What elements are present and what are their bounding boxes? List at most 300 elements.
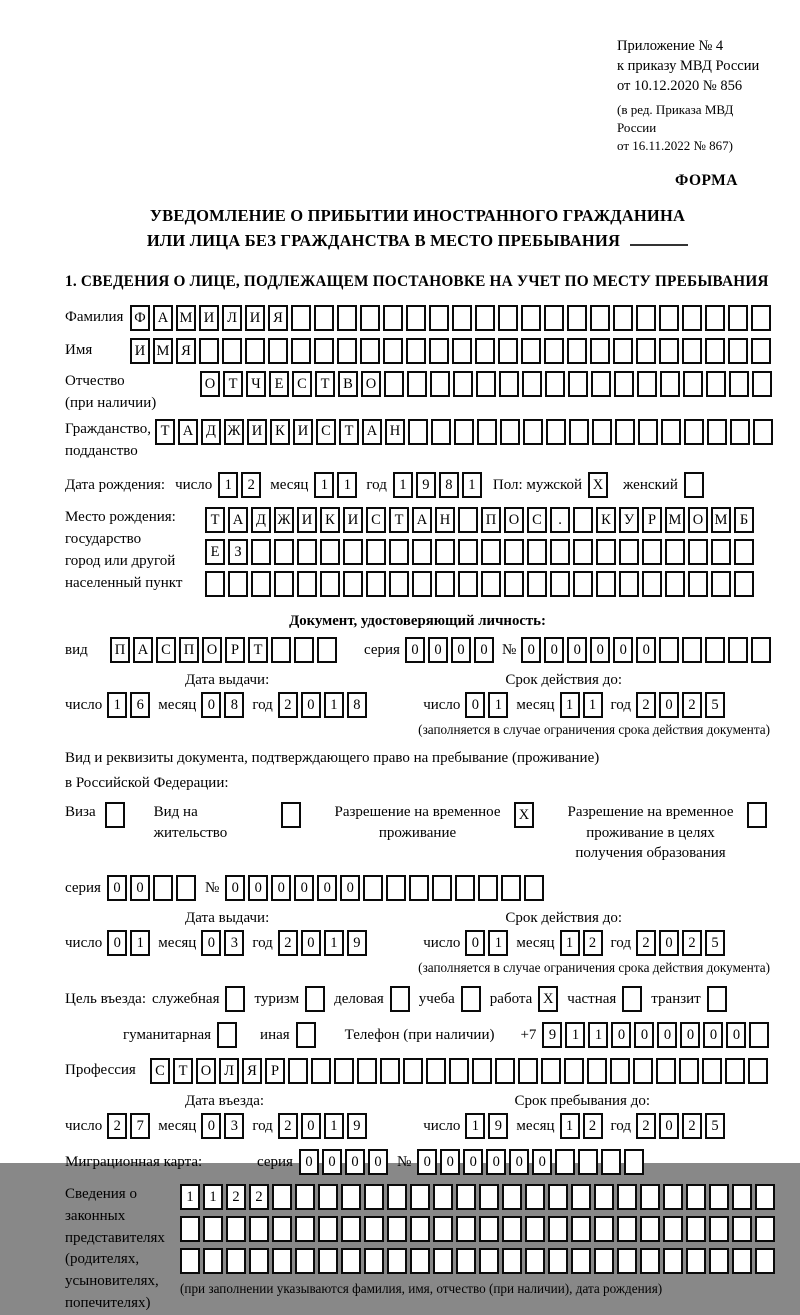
char-cell[interactable] <box>458 571 478 597</box>
char-cell[interactable] <box>524 875 544 901</box>
char-cell[interactable] <box>320 539 340 565</box>
char-cell[interactable] <box>383 305 403 331</box>
char-cell[interactable] <box>548 1248 568 1274</box>
char-cell[interactable]: 0 <box>659 930 679 956</box>
char-cell[interactable] <box>406 305 426 331</box>
char-cell[interactable] <box>360 338 380 364</box>
char-cell[interactable] <box>452 338 472 364</box>
char-cell[interactable]: С <box>366 507 386 533</box>
char-cell[interactable] <box>567 338 587 364</box>
char-cell[interactable] <box>429 305 449 331</box>
char-cell[interactable]: Р <box>642 507 662 533</box>
char-cell[interactable]: 2 <box>636 692 656 718</box>
char-cell[interactable]: 2 <box>682 692 702 718</box>
char-cell[interactable] <box>573 571 593 597</box>
char-cell[interactable] <box>432 875 452 901</box>
char-cell[interactable]: П <box>481 507 501 533</box>
char-cell[interactable] <box>318 1216 338 1242</box>
char-cell[interactable] <box>225 986 245 1012</box>
char-cell[interactable] <box>380 1058 400 1084</box>
char-cell[interactable] <box>594 1216 614 1242</box>
char-cell[interactable]: Т <box>248 637 268 663</box>
char-cell[interactable] <box>296 1022 316 1048</box>
char-cell[interactable] <box>429 338 449 364</box>
char-cell[interactable] <box>502 1216 522 1242</box>
char-cell[interactable] <box>525 1184 545 1210</box>
char-cell[interactable] <box>711 571 731 597</box>
char-cell[interactable]: 8 <box>439 472 459 498</box>
char-cell[interactable] <box>295 1216 315 1242</box>
char-cell[interactable]: Я <box>268 305 288 331</box>
char-cell[interactable]: 1 <box>130 930 150 956</box>
char-cell[interactable] <box>755 1184 775 1210</box>
char-cell[interactable] <box>456 1248 476 1274</box>
char-cell[interactable] <box>502 1248 522 1274</box>
char-cell[interactable]: Л <box>219 1058 239 1084</box>
char-cell[interactable] <box>636 338 656 364</box>
char-cell[interactable] <box>640 1216 660 1242</box>
char-cell[interactable]: 1 <box>393 472 413 498</box>
char-cell[interactable] <box>571 1248 591 1274</box>
char-cell[interactable]: 1 <box>588 1022 608 1048</box>
char-cell[interactable] <box>596 571 616 597</box>
char-cell[interactable] <box>291 338 311 364</box>
char-cell[interactable]: М <box>665 507 685 533</box>
char-cell[interactable]: Т <box>389 507 409 533</box>
char-cell[interactable] <box>430 371 450 397</box>
char-cell[interactable] <box>363 875 383 901</box>
char-cell[interactable] <box>747 802 767 828</box>
char-cell[interactable] <box>732 1184 752 1210</box>
char-cell[interactable]: М <box>711 507 731 533</box>
char-cell[interactable]: 1 <box>107 692 127 718</box>
char-cell[interactable] <box>386 875 406 901</box>
char-cell[interactable] <box>663 1216 683 1242</box>
char-cell[interactable]: X <box>538 986 558 1012</box>
char-cell[interactable]: X <box>588 472 608 498</box>
char-cell[interactable]: 2 <box>249 1184 269 1210</box>
char-cell[interactable]: И <box>297 507 317 533</box>
char-cell[interactable]: 0 <box>440 1149 460 1175</box>
char-cell[interactable] <box>433 1184 453 1210</box>
char-cell[interactable] <box>341 1184 361 1210</box>
char-cell[interactable]: 0 <box>317 875 337 901</box>
char-cell[interactable]: 1 <box>180 1184 200 1210</box>
char-cell[interactable] <box>753 419 773 445</box>
char-cell[interactable]: 0 <box>657 1022 677 1048</box>
char-cell[interactable] <box>751 338 771 364</box>
char-cell[interactable] <box>748 1058 768 1084</box>
char-cell[interactable]: 0 <box>405 637 425 663</box>
char-cell[interactable] <box>640 1184 660 1210</box>
char-cell[interactable] <box>660 371 680 397</box>
char-cell[interactable]: 1 <box>488 930 508 956</box>
char-cell[interactable]: 1 <box>324 692 344 718</box>
char-cell[interactable]: А <box>133 637 153 663</box>
char-cell[interactable] <box>364 1216 384 1242</box>
char-cell[interactable]: Д <box>201 419 221 445</box>
char-cell[interactable]: Р <box>265 1058 285 1084</box>
char-cell[interactable] <box>433 1216 453 1242</box>
char-cell[interactable]: О <box>688 507 708 533</box>
char-cell[interactable]: 1 <box>465 1113 485 1139</box>
char-cell[interactable] <box>550 571 570 597</box>
char-cell[interactable] <box>596 539 616 565</box>
char-cell[interactable]: . <box>550 507 570 533</box>
char-cell[interactable] <box>705 338 725 364</box>
char-cell[interactable] <box>403 1058 423 1084</box>
char-cell[interactable] <box>663 1248 683 1274</box>
char-cell[interactable] <box>752 371 772 397</box>
char-cell[interactable] <box>387 1248 407 1274</box>
char-cell[interactable]: 0 <box>532 1149 552 1175</box>
char-cell[interactable]: С <box>156 637 176 663</box>
char-cell[interactable] <box>610 1058 630 1084</box>
char-cell[interactable]: 0 <box>201 1113 221 1139</box>
char-cell[interactable]: З <box>228 539 248 565</box>
char-cell[interactable] <box>527 571 547 597</box>
char-cell[interactable] <box>366 571 386 597</box>
char-cell[interactable]: К <box>320 507 340 533</box>
char-cell[interactable]: Т <box>223 371 243 397</box>
char-cell[interactable] <box>249 1248 269 1274</box>
char-cell[interactable]: 0 <box>201 692 221 718</box>
char-cell[interactable] <box>435 571 455 597</box>
char-cell[interactable] <box>452 305 472 331</box>
char-cell[interactable] <box>541 1058 561 1084</box>
char-cell[interactable]: Я <box>242 1058 262 1084</box>
char-cell[interactable] <box>291 305 311 331</box>
char-cell[interactable] <box>504 571 524 597</box>
char-cell[interactable] <box>454 419 474 445</box>
char-cell[interactable] <box>433 1248 453 1274</box>
char-cell[interactable] <box>251 539 271 565</box>
char-cell[interactable] <box>366 539 386 565</box>
char-cell[interactable] <box>638 419 658 445</box>
char-cell[interactable] <box>387 1184 407 1210</box>
char-cell[interactable] <box>590 338 610 364</box>
char-cell[interactable] <box>636 305 656 331</box>
char-cell[interactable]: А <box>178 419 198 445</box>
char-cell[interactable] <box>592 419 612 445</box>
char-cell[interactable]: Я <box>176 338 196 364</box>
char-cell[interactable] <box>337 305 357 331</box>
char-cell[interactable] <box>688 539 708 565</box>
char-cell[interactable] <box>504 539 524 565</box>
char-cell[interactable]: 0 <box>428 637 448 663</box>
char-cell[interactable] <box>475 305 495 331</box>
char-cell[interactable]: 0 <box>107 875 127 901</box>
char-cell[interactable]: 0 <box>474 637 494 663</box>
char-cell[interactable] <box>412 539 432 565</box>
char-cell[interactable] <box>180 1216 200 1242</box>
char-cell[interactable]: 0 <box>322 1149 342 1175</box>
char-cell[interactable] <box>343 571 363 597</box>
char-cell[interactable]: 0 <box>544 637 564 663</box>
char-cell[interactable] <box>725 1058 745 1084</box>
char-cell[interactable] <box>709 1184 729 1210</box>
char-cell[interactable] <box>734 539 754 565</box>
char-cell[interactable] <box>633 1058 653 1084</box>
char-cell[interactable] <box>153 875 173 901</box>
char-cell[interactable] <box>337 338 357 364</box>
char-cell[interactable]: О <box>200 371 220 397</box>
char-cell[interactable]: 1 <box>560 692 580 718</box>
char-cell[interactable] <box>341 1216 361 1242</box>
char-cell[interactable] <box>656 1058 676 1084</box>
char-cell[interactable]: 9 <box>542 1022 562 1048</box>
char-cell[interactable]: 0 <box>465 692 485 718</box>
char-cell[interactable] <box>499 371 519 397</box>
char-cell[interactable]: И <box>247 419 267 445</box>
char-cell[interactable] <box>295 1248 315 1274</box>
char-cell[interactable] <box>637 371 657 397</box>
char-cell[interactable] <box>390 986 410 1012</box>
char-cell[interactable] <box>568 371 588 397</box>
char-cell[interactable] <box>410 1184 430 1210</box>
char-cell[interactable] <box>495 1058 515 1084</box>
char-cell[interactable] <box>314 305 334 331</box>
char-cell[interactable]: 2 <box>241 472 261 498</box>
char-cell[interactable]: О <box>504 507 524 533</box>
char-cell[interactable] <box>314 338 334 364</box>
char-cell[interactable] <box>226 1248 246 1274</box>
char-cell[interactable] <box>297 539 317 565</box>
char-cell[interactable] <box>707 986 727 1012</box>
char-cell[interactable] <box>571 1184 591 1210</box>
char-cell[interactable] <box>288 1058 308 1084</box>
char-cell[interactable]: 2 <box>583 1113 603 1139</box>
char-cell[interactable]: О <box>361 371 381 397</box>
char-cell[interactable] <box>679 1058 699 1084</box>
char-cell[interactable]: 3 <box>224 930 244 956</box>
char-cell[interactable] <box>617 1216 637 1242</box>
char-cell[interactable] <box>573 539 593 565</box>
char-cell[interactable] <box>431 419 451 445</box>
char-cell[interactable] <box>217 1022 237 1048</box>
char-cell[interactable]: 1 <box>314 472 334 498</box>
char-cell[interactable] <box>682 637 702 663</box>
char-cell[interactable]: Т <box>205 507 225 533</box>
char-cell[interactable]: П <box>179 637 199 663</box>
char-cell[interactable] <box>477 419 497 445</box>
char-cell[interactable] <box>341 1248 361 1274</box>
char-cell[interactable]: 0 <box>634 1022 654 1048</box>
char-cell[interactable]: 0 <box>301 930 321 956</box>
char-cell[interactable] <box>567 305 587 331</box>
char-cell[interactable] <box>573 507 593 533</box>
char-cell[interactable]: М <box>153 338 173 364</box>
char-cell[interactable] <box>274 571 294 597</box>
char-cell[interactable]: 0 <box>465 930 485 956</box>
char-cell[interactable] <box>661 419 681 445</box>
char-cell[interactable]: Л <box>222 305 242 331</box>
char-cell[interactable]: А <box>362 419 382 445</box>
char-cell[interactable]: С <box>527 507 547 533</box>
char-cell[interactable] <box>659 637 679 663</box>
char-cell[interactable]: П <box>110 637 130 663</box>
char-cell[interactable] <box>730 419 750 445</box>
char-cell[interactable]: Р <box>225 637 245 663</box>
char-cell[interactable] <box>619 571 639 597</box>
char-cell[interactable] <box>203 1248 223 1274</box>
char-cell[interactable]: 2 <box>636 930 656 956</box>
char-cell[interactable] <box>624 1149 644 1175</box>
char-cell[interactable] <box>709 1248 729 1274</box>
char-cell[interactable]: 0 <box>294 875 314 901</box>
char-cell[interactable] <box>688 571 708 597</box>
char-cell[interactable] <box>548 1184 568 1210</box>
char-cell[interactable] <box>594 1248 614 1274</box>
char-cell[interactable] <box>555 1149 575 1175</box>
char-cell[interactable] <box>449 1058 469 1084</box>
char-cell[interactable] <box>613 305 633 331</box>
char-cell[interactable] <box>476 371 496 397</box>
char-cell[interactable]: 9 <box>488 1113 508 1139</box>
char-cell[interactable] <box>318 1248 338 1274</box>
char-cell[interactable] <box>458 539 478 565</box>
char-cell[interactable]: 1 <box>488 692 508 718</box>
char-cell[interactable]: 3 <box>224 1113 244 1139</box>
char-cell[interactable] <box>498 338 518 364</box>
char-cell[interactable]: 0 <box>301 692 321 718</box>
char-cell[interactable] <box>478 875 498 901</box>
char-cell[interactable] <box>755 1248 775 1274</box>
char-cell[interactable]: Ж <box>224 419 244 445</box>
char-cell[interactable]: А <box>153 305 173 331</box>
char-cell[interactable] <box>502 1184 522 1210</box>
char-cell[interactable]: Д <box>251 507 271 533</box>
char-cell[interactable] <box>548 1216 568 1242</box>
char-cell[interactable] <box>590 305 610 331</box>
char-cell[interactable]: К <box>270 419 290 445</box>
char-cell[interactable] <box>684 419 704 445</box>
char-cell[interactable]: 1 <box>560 1113 580 1139</box>
char-cell[interactable] <box>751 305 771 331</box>
char-cell[interactable] <box>475 338 495 364</box>
char-cell[interactable]: 0 <box>271 875 291 901</box>
char-cell[interactable] <box>389 539 409 565</box>
char-cell[interactable]: 0 <box>659 692 679 718</box>
char-cell[interactable] <box>594 1184 614 1210</box>
char-cell[interactable] <box>481 571 501 597</box>
char-cell[interactable]: 0 <box>659 1113 679 1139</box>
char-cell[interactable] <box>544 305 564 331</box>
char-cell[interactable] <box>472 1058 492 1084</box>
char-cell[interactable]: 5 <box>705 930 725 956</box>
char-cell[interactable] <box>591 371 611 397</box>
char-cell[interactable]: И <box>245 305 265 331</box>
char-cell[interactable]: 5 <box>705 692 725 718</box>
char-cell[interactable] <box>545 371 565 397</box>
char-cell[interactable] <box>527 539 547 565</box>
char-cell[interactable] <box>732 1216 752 1242</box>
char-cell[interactable] <box>311 1058 331 1084</box>
char-cell[interactable] <box>334 1058 354 1084</box>
char-cell[interactable] <box>426 1058 446 1084</box>
char-cell[interactable]: 2 <box>278 930 298 956</box>
char-cell[interactable]: О <box>196 1058 216 1084</box>
char-cell[interactable]: Б <box>734 507 754 533</box>
char-cell[interactable] <box>523 419 543 445</box>
char-cell[interactable] <box>729 371 749 397</box>
char-cell[interactable]: 0 <box>509 1149 529 1175</box>
char-cell[interactable]: С <box>150 1058 170 1084</box>
char-cell[interactable] <box>682 305 702 331</box>
char-cell[interactable] <box>205 571 225 597</box>
char-cell[interactable] <box>619 539 639 565</box>
char-cell[interactable] <box>281 802 301 828</box>
char-cell[interactable] <box>640 1248 660 1274</box>
char-cell[interactable] <box>274 539 294 565</box>
char-cell[interactable] <box>728 305 748 331</box>
char-cell[interactable] <box>318 1184 338 1210</box>
char-cell[interactable] <box>615 419 635 445</box>
char-cell[interactable]: К <box>596 507 616 533</box>
char-cell[interactable]: И <box>293 419 313 445</box>
char-cell[interactable] <box>617 1184 637 1210</box>
char-cell[interactable]: 0 <box>567 637 587 663</box>
char-cell[interactable] <box>614 371 634 397</box>
char-cell[interactable]: 1 <box>565 1022 585 1048</box>
char-cell[interactable]: 8 <box>347 692 367 718</box>
char-cell[interactable]: В <box>338 371 358 397</box>
char-cell[interactable] <box>272 1248 292 1274</box>
char-cell[interactable] <box>705 637 725 663</box>
char-cell[interactable]: 1 <box>324 930 344 956</box>
char-cell[interactable]: Ч <box>246 371 266 397</box>
char-cell[interactable] <box>203 1216 223 1242</box>
char-cell[interactable]: 2 <box>107 1113 127 1139</box>
char-cell[interactable] <box>709 1216 729 1242</box>
char-cell[interactable] <box>705 305 725 331</box>
char-cell[interactable] <box>734 571 754 597</box>
char-cell[interactable]: Ж <box>274 507 294 533</box>
char-cell[interactable] <box>622 986 642 1012</box>
char-cell[interactable] <box>550 539 570 565</box>
char-cell[interactable]: 0 <box>225 875 245 901</box>
char-cell[interactable]: 0 <box>463 1149 483 1175</box>
char-cell[interactable] <box>458 507 478 533</box>
char-cell[interactable] <box>320 571 340 597</box>
char-cell[interactable]: 9 <box>347 930 367 956</box>
char-cell[interactable]: 0 <box>486 1149 506 1175</box>
char-cell[interactable] <box>412 571 432 597</box>
char-cell[interactable] <box>587 1058 607 1084</box>
char-cell[interactable] <box>384 371 404 397</box>
char-cell[interactable] <box>481 539 501 565</box>
char-cell[interactable] <box>479 1216 499 1242</box>
char-cell[interactable] <box>732 1248 752 1274</box>
char-cell[interactable] <box>749 1022 769 1048</box>
char-cell[interactable] <box>518 1058 538 1084</box>
char-cell[interactable]: 0 <box>301 1113 321 1139</box>
char-cell[interactable]: 0 <box>726 1022 746 1048</box>
char-cell[interactable]: Т <box>315 371 335 397</box>
char-cell[interactable] <box>343 539 363 565</box>
char-cell[interactable] <box>702 1058 722 1084</box>
char-cell[interactable]: 1 <box>218 472 238 498</box>
char-cell[interactable] <box>544 338 564 364</box>
char-cell[interactable] <box>521 338 541 364</box>
char-cell[interactable]: 1 <box>583 692 603 718</box>
char-cell[interactable] <box>180 1248 200 1274</box>
char-cell[interactable]: 0 <box>368 1149 388 1175</box>
char-cell[interactable] <box>500 419 520 445</box>
char-cell[interactable] <box>613 338 633 364</box>
char-cell[interactable]: 0 <box>107 930 127 956</box>
char-cell[interactable] <box>571 1216 591 1242</box>
